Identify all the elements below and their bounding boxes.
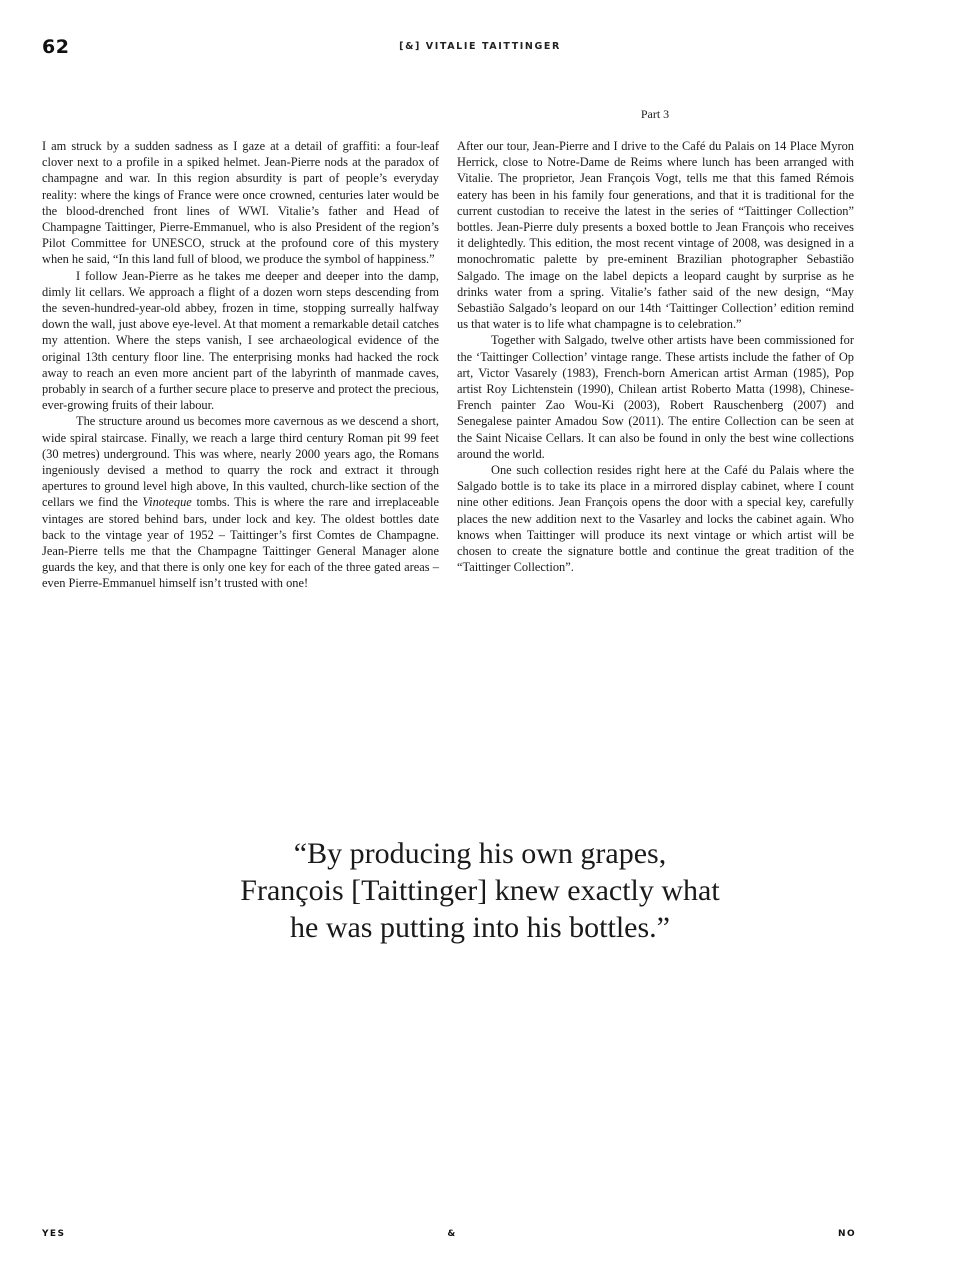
- footer-yes: YES: [42, 1229, 66, 1239]
- part-label: Part 3: [640, 107, 670, 121]
- article-right-column: [457, 138, 854, 575]
- paragraph: After our tour, Jean-Pierre and I drive to the Café du Palais on 14 Place Myron Herrick, close to Notre-Dame de Reims where lunch has been arranged with Vitalie. The proprietor, Jean François Vogt, tells me that this famed Rémois eatery has been in his family four generations, and that it is traditional for the current custodian to receive the latest in the series of “Taittinger Collection” bottles. Jean-Pierre duly presents a boxed bottle to Jean François who receives it delightedly. This edition, the most recent vintage of 2008, was designed in a monochromatic palette by pre-eminent Brazilian photographer Sebastião Salgado. The image on the label depicts a leopard caught by surprise as he drinks water from a spring. Vitalie’s father said of the new design, “May Sebastião Salgado’s leopard on our 14th ‘Taittinger Collection’ edition remind us that water is to life what champagne is to celebration.”: [457, 139, 854, 332]
- paragraph: One such collection resides right here at the Café du Palais where the Salgado bottle is to take its place in a mirrored display cabinet, where I count nine other editions. Jean François opens the door with a special key, carefully places the new addition next to the Vasarley and locks the cabinet again. Who knows when Taittinger will produce its next vintage or which artist will be chosen to create the signature bottle and continue the great tradition of the “Taittinger Collection”.: [457, 463, 854, 575]
- italic-term: Vinoteque: [142, 495, 192, 510]
- paragraph: I follow Jean-Pierre as he takes me deeper and deeper into the damp, dimly lit cellars. We approach a flight of a dozen worn steps descending from the seven-hundred-year-old abbey, frozen in time, stopping surreally halfway down the wall, just above eye-level. At that moment a remarkable detail catches my attention. Where the steps vanish, I see archaeological evidence of the original 13th century floor line. The enterprising monks had hacked the rock away to reach an even more ancient part of the labyrinth of manmade caves, probably in search of a further secure place to preserve and protect the precious, ever-growing fruits of their labour.: [42, 268, 440, 413]
- running-head: [&] VITALIE TAITTINGER: [399, 41, 561, 52]
- pull-quote-line: François [Taittinger] knew exactly what: [240, 874, 720, 907]
- pull-quote-line: he was putting into his bottles.”: [290, 911, 670, 944]
- paragraph: I am struck by a sudden sadness as I gaze at a detail of graffiti: a four-leaf clover next to a profile in a spiked helmet. Jean-Pierre nods at the paradox of champagne and war. In this region absurdity is part of people’s everyday reality: where the kings of France were once crowned, centuries later would be the blood-drenched front lines of WWI. Vitalie’s father and Head of Champagne Taittinger, Pierre-Emmanuel, who is also President of the region’s Pilot Committee for UNESCO, struck at the profound core of this mystery when he said, “In this land full of blood, we produce the symbol of happiness.”: [42, 139, 439, 267]
- paragraph-text: The structure around us becomes more cavernous as we descend a short, wide spiral staircase. Finally, we reach a large third century Roman pit 99 feet (30 metres) underground. This was where, nearly 2000 years ago, the Romans ingeniously devised a method to quarry the rock and extract it through apertures to ground level high above, In this vaulted, church-like section of the cellars we find the: [42, 414, 439, 510]
- article-left-column: [42, 138, 439, 592]
- footer-ampersand: &: [447, 1229, 457, 1239]
- pull-quote-line: “By producing his own grapes,: [293, 837, 667, 870]
- paragraph: [42, 413, 439, 591]
- pull-quote: [150, 835, 810, 946]
- paragraph: Together with Salgado, twelve other artists have been commissioned for the ‘Taittinger Collection’ vintage range. These artists include the father of Op art, Victor Vasarely (1983), French-born American artist Arman (1985), Pop artist Roy Lichtenstein (1990), Chilean artist Roberto Matta (1998), Chinese-French painter Zao Wou-Ki (2003), Robert Rauschenberg (2007) and Senegalese painter Amadou Sow (2011). The entire Collection can be seen at the Saint Nicaise Cellars. It can also be found in only the best wine collections around the world.: [457, 333, 854, 461]
- page-number: 62: [42, 36, 70, 58]
- paragraph-text: tombs. This is where the rare and irreplaceable vintages are stored behind bars, under lock and key. The oldest bottles date back to the vintage year of 1952 – Taittinger’s first Comtes de Champagne. Jean-Pierre tells me that the Champagne Taittinger General Manager alone guards the key, and that there is only one key for each of the three gated areas – even Pierre-Emmanuel himself isn’t trusted with one!: [42, 495, 439, 591]
- footer-no: NO: [838, 1229, 856, 1239]
